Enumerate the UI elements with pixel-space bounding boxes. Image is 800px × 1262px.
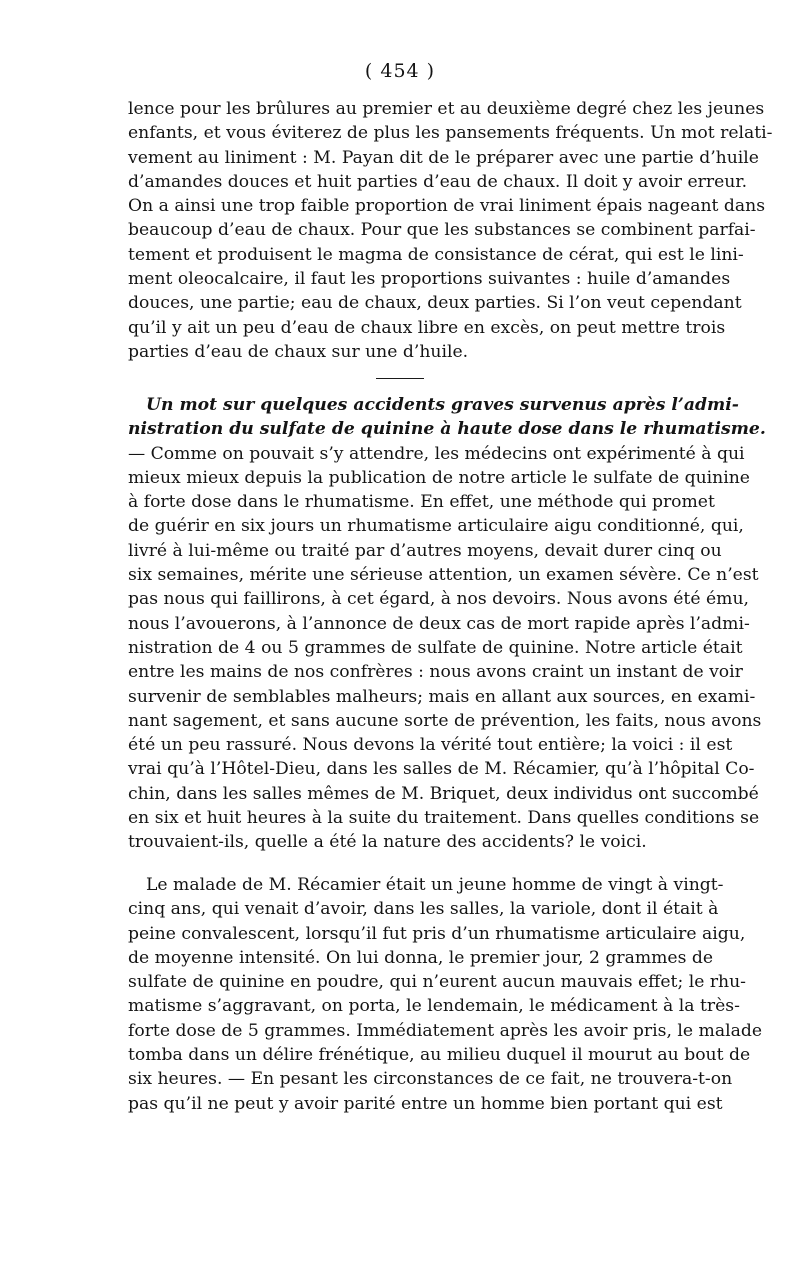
text-line: entre les mains de nos confrères : nous avons craint un instant de voir [128,662,743,683]
text-line: qu’il y ait un peu d’eau de chaux libre en excès, on peut mettre trois [128,317,726,338]
text-line: parties d’eau de chaux sur une d’huile. [128,341,469,362]
text-line: douces, une partie; eau de chaux, deux parties. Si l’on veut cependant [128,293,742,314]
text-line: tomba dans un délire frénétique, au milieu duquel il mourut au bout de [128,1045,751,1066]
paragraph-recamier-case [128,873,762,1116]
text-line: tement et produisent le magma de consistance de cérat, qui est le lini- [128,244,744,265]
text-line: forte dose de 5 grammes. Immédiatement après les avoir pris, le malade [128,1020,762,1041]
text-line: six semaines, mérite une sérieuse attention, un examen sévère. Ce n’est [128,565,759,586]
text-line: Le malade de M. Récamier était un jeune homme de vingt à vingt- [146,875,724,895]
page-number: ( 454 ) [364,60,436,82]
text-line: peine convalescent, lorsqu’il fut pris d’un rhumatisme articulaire aigu, [128,923,746,944]
text-line: enfants, et vous éviterez de plus les pansements fréquents. Un mot relati- [128,123,773,144]
text-line: survenir de semblables malheurs; mais en allant aux sources, en exami- [128,686,756,707]
text-line: mieux mieux depuis la publication de notre article le sulfate de quinine [128,467,750,488]
text-line: cinq ans, qui venait d’avoir, dans les salles, la variole, dont il était à [128,899,719,920]
paragraph-liniment [128,97,773,364]
text-line: vrai qu’à l’Hôtel-Dieu, dans les salles de M. Récamier, qu’à l’hôpital Co- [128,759,755,780]
paragraph-quinine-article [128,393,766,855]
article-title-line: Un mot sur quelques accidents graves survenus après l’admi- [146,395,739,415]
section-divider [376,378,424,379]
text-line: trouvaient-ils, quelle a été la nature des accidents? le voici. [128,832,647,853]
text-line: nant sagement, et sans aucune sorte de prévention, les faits, nous avons [128,710,762,731]
text-line: matisme s’aggravant, on porta, le lendemain, le médicament à la très- [128,996,740,1017]
text-line: nistration de 4 ou 5 grammes de sulfate de quinine. Notre article était [128,637,743,658]
text-line: livré à lui-même ou traité par d’autres moyens, devait durer cinq ou [128,540,722,561]
text-line: de guérir en six jours un rhumatisme articulaire aigu conditionné, qui, [128,516,744,537]
text-line: été un peu rassuré. Nous devons la vérité tout entière; la voici : il est [128,735,733,756]
text-line: en six et huit heures à la suite du traitement. Dans quelles conditions se [128,808,760,829]
text-line: pas qu’il ne peut y avoir parité entre un homme bien portant qui est [128,1093,723,1114]
article-title-line: nistration du sulfate de quinine à haute dose dans le rhumatisme. [128,419,766,440]
text-line: pas nous qui faillirons, à cet égard, à nos devoirs. Nous avons été ému, [128,589,749,610]
text-line: chin, dans les salles mêmes de M. Briquet, deux individus ont succombé [128,783,759,804]
text-line: d’amandes douces et huit parties d’eau de chaux. Il doit y avoir erreur. [128,171,748,192]
text-line: On a ainsi une trop faible proportion de vrai liniment épais nageant dans [128,196,766,217]
text-line: sulfate de quinine en poudre, qui n’eurent aucun mauvais effet; le rhu- [128,972,746,993]
text-line: six heures. — En pesant les circonstances de ce fait, ne trouvera-t-on [128,1069,733,1090]
text-line: beaucoup d’eau de chaux. Pour que les substances se combinent parfai- [128,220,756,241]
text-line: de moyenne intensité. On lui donna, le premier jour, 2 grammes de [128,947,714,968]
text-line: nous l’avouerons, à l’annonce de deux cas de mort rapide après l’admi- [128,613,750,634]
text-line: à forte dose dans le rhumatisme. En effet, une méthode qui promet [128,492,715,513]
text-line: — Comme on pouvait s’y attendre, les médecins ont expérimenté à qui [128,443,745,464]
text-line: ment oleocalcaire, il faut les proportions suivantes : huile d’amandes [128,269,731,290]
text-line: lence pour les brûlures au premier et au deuxième degré chez les jeunes [128,99,765,119]
text-line: vement au liniment : M. Payan dit de le préparer avec une partie d’huile [128,147,759,168]
